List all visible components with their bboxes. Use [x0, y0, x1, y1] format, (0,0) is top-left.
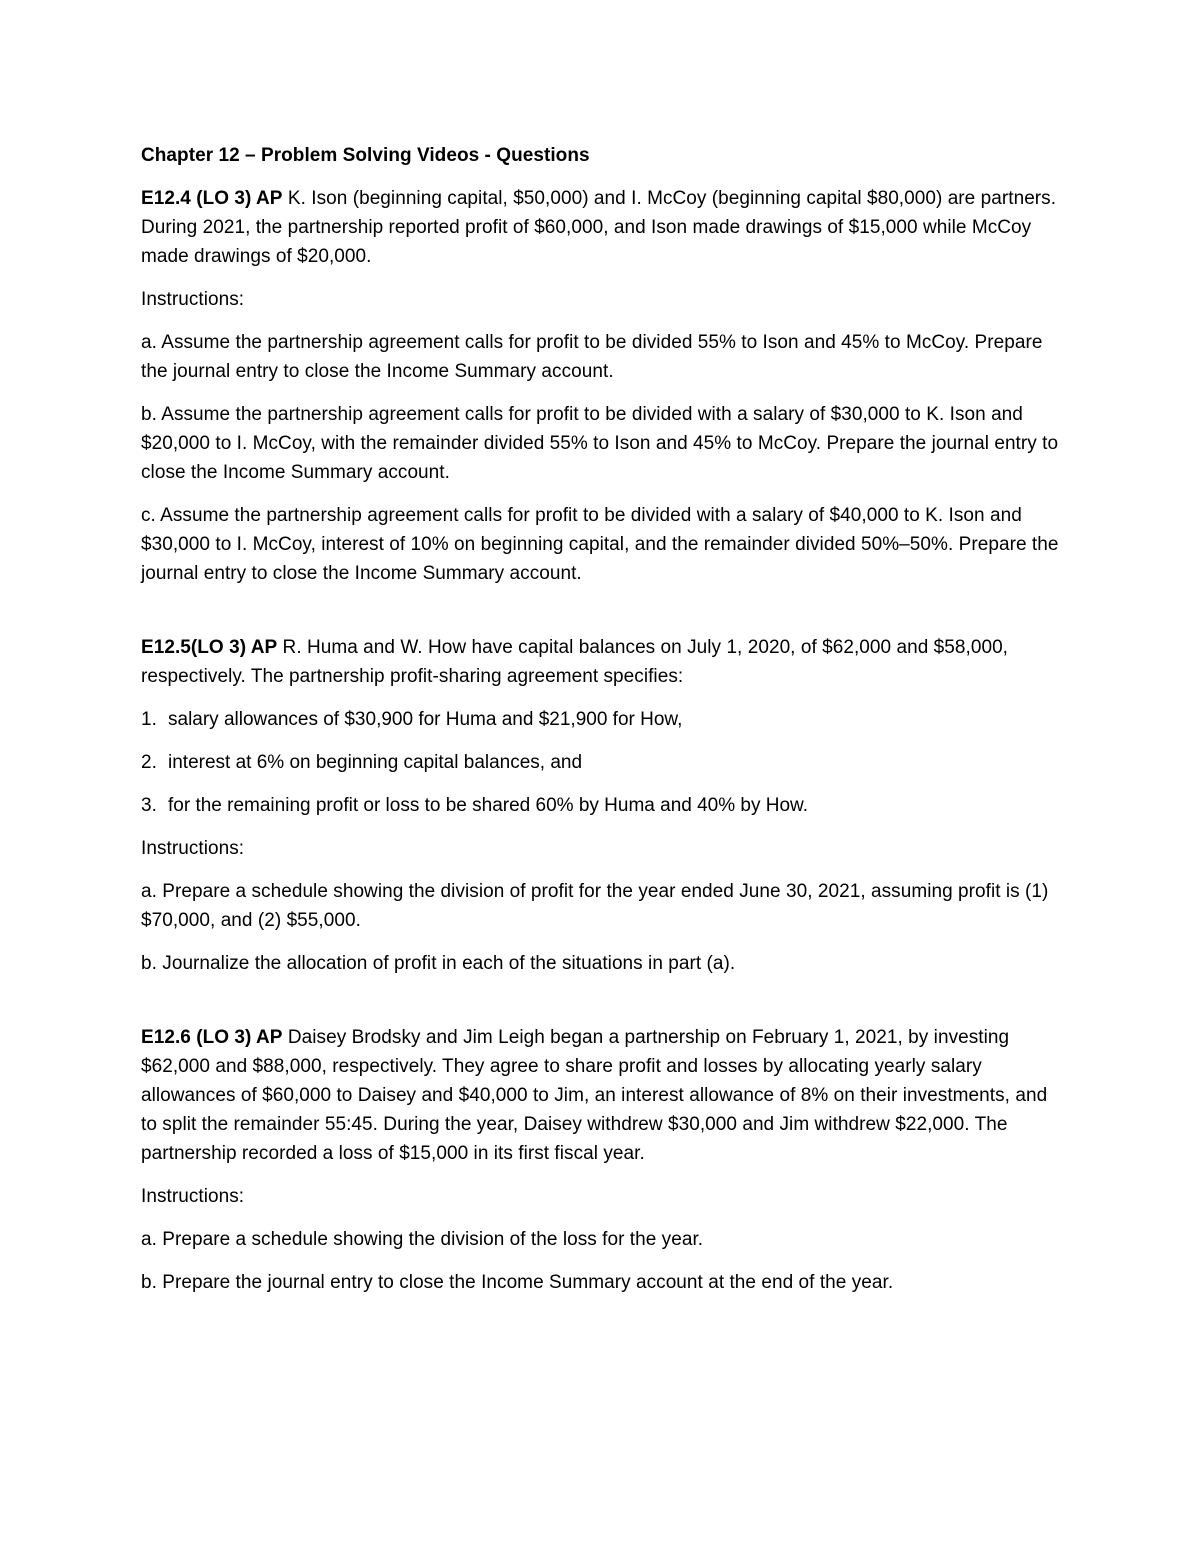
instruction-part-a: a. Assume the partnership agreement calls for profit to be divided 55% to Ison and 45% to McCoy. Prepare the journal entry to close the Income Summary account.: [141, 332, 1043, 382]
instruction-part-b: b. Prepare the journal entry to close the Income Summary account at the end of the year.: [141, 1272, 894, 1293]
instruction-part-b: b. Assume the partnership agreement calls for profit to be divided with a salary of $30,000 to K. Ison and $20,000 to I. McCoy, with the remainder divided 55% to Ison and 45% to McCoy. Prepare the journal entry to close the Income Summary account.: [141, 404, 1059, 483]
exercise-e12-5: [141, 633, 1061, 978]
exercise-heading: E12.6 (LO 3) AP: [141, 1027, 283, 1048]
instructions-label: Instructions:: [141, 1186, 245, 1207]
exercise-e12-4: [141, 184, 1061, 588]
list-number: 3.: [141, 795, 157, 816]
list-item: [141, 791, 1061, 820]
exercise-intro: [141, 1023, 1061, 1168]
list-text: salary allowances of $30,900 for Huma and $21,900 for How,: [168, 709, 683, 730]
exercise-intro-text: Daisey Brodsky and Jim Leigh began a partnership on February 1, 2021, by investing $62,000 and $88,000, respectively. They agree to share profit and losses by allocating yearly salary allowances of $60,000 to Daisey and $40,000 to Jim, an interest allowance of 8% on their investments, and to split the remainder 55:45. During the year, Daisey withdrew $30,000 and Jim withdrew $22,000. The partnership recorded a loss of $15,000 in its first fiscal year.: [141, 1027, 1048, 1164]
exercise-heading: E12.5(LO 3) AP: [141, 637, 278, 658]
list-number: 1.: [141, 709, 157, 730]
list-item: [141, 748, 1061, 777]
exercise-heading: E12.4 (LO 3) AP: [141, 188, 283, 209]
document-content: [141, 141, 1061, 1311]
exercise-intro-text: K. Ison (beginning capital, $50,000) and I. McCoy (beginning capital $80,000) are partners. During 2021, the partnership reported profit of $60,000, and Ison made drawings of $15,000 while McCoy made drawings of $20,000.: [141, 188, 1057, 267]
list-number: 2.: [141, 752, 157, 773]
exercise-intro: [141, 184, 1061, 271]
page-title: Chapter 12 – Problem Solving Videos - Questions: [141, 145, 590, 166]
instruction-part-c: c. Assume the partnership agreement calls for profit to be divided with a salary of $40,000 to K. Ison and $30,000 to I. McCoy, interest of 10% on beginning capital, and the remainder divided 50%–50%. Prepare the journal entry to close the Income Summary account.: [141, 505, 1059, 584]
list-item: [141, 705, 1061, 734]
instruction-part-a: a. Prepare a schedule showing the division of the loss for the year.: [141, 1229, 704, 1250]
list-text: for the remaining profit or loss to be shared 60% by Huma and 40% by How.: [168, 795, 809, 816]
profit-sharing-list: [141, 705, 1061, 820]
exercise-intro: [141, 633, 1061, 691]
instruction-part-b: b. Journalize the allocation of profit in each of the situations in part (a).: [141, 953, 736, 974]
section-spacer: [141, 992, 1061, 1023]
instructions-label: Instructions:: [141, 289, 245, 310]
exercise-e12-6: [141, 1023, 1061, 1297]
exercise-intro-text: R. Huma and W. How have capital balances on July 1, 2020, of $62,000 and $58,000, respectively. The partnership profit-sharing agreement specifies:: [141, 637, 1009, 687]
list-text: interest at 6% on beginning capital balances, and: [168, 752, 583, 773]
instructions-label: Instructions:: [141, 838, 245, 859]
section-spacer: [141, 602, 1061, 633]
instruction-part-a: a. Prepare a schedule showing the division of profit for the year ended June 30, 2021, assuming profit is (1) $70,000, and (2) $55,000.: [141, 881, 1049, 931]
